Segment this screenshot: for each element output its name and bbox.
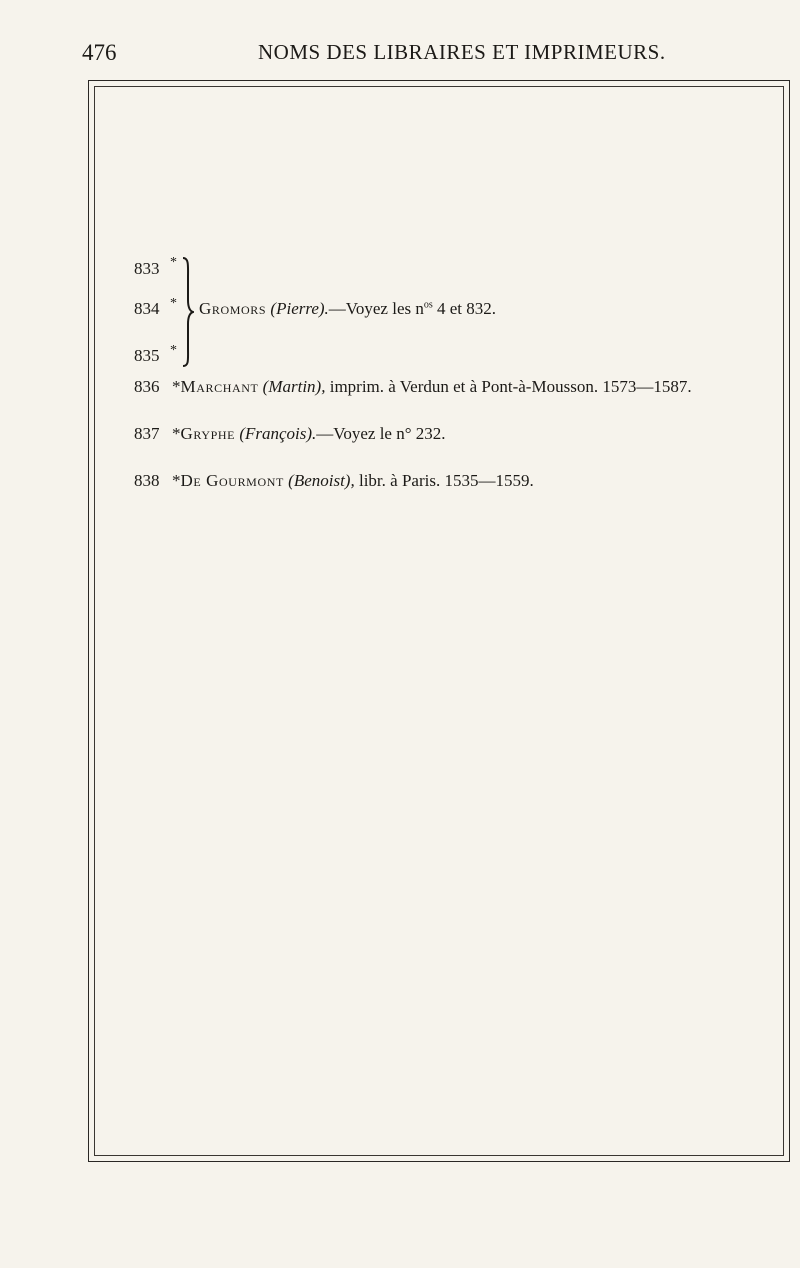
asterisk-mark: *	[172, 377, 181, 396]
entry-row	[134, 471, 534, 491]
entry-number-835: 835	[134, 346, 160, 365]
printer-first-name: (Benoist),	[288, 471, 355, 490]
entry-description: libr. à Paris. 1535—1559.	[354, 471, 534, 490]
entry-description: 4 et 832.	[432, 299, 497, 318]
asterisk-mark: *	[170, 255, 177, 270]
printer-first-name: (Martin),	[262, 377, 326, 396]
printer-name: De Gourmont	[180, 471, 284, 490]
asterisk-mark: *	[170, 296, 177, 311]
printer-name: Marchant	[180, 377, 259, 396]
entry-description: —Voyez les n	[328, 299, 424, 318]
page-number: 476	[82, 40, 117, 65]
superscript: os	[423, 299, 433, 311]
printer-first-name: (Pierre).	[270, 299, 329, 318]
asterisk-mark: *	[172, 471, 181, 490]
entry-number-833: 833	[134, 259, 160, 278]
entry-number: 836	[134, 377, 160, 396]
entry-number: 837	[134, 424, 160, 443]
entry-number-834: 834	[134, 299, 160, 318]
running-title: NOMS DES LIBRAIRES ET IMPRIMEURS.	[258, 40, 666, 64]
printer-name: Gromors	[199, 299, 267, 318]
printer-first-name: (François).	[239, 424, 317, 443]
entry-row	[134, 424, 446, 444]
grouped-entry-text	[199, 299, 496, 319]
curly-brace-icon	[180, 256, 194, 368]
entry-description: —Voyez le n° 232.	[316, 424, 446, 443]
printer-name: Gryphe	[180, 424, 236, 443]
entry-number: 838	[134, 471, 160, 490]
asterisk-mark: *	[172, 424, 181, 443]
asterisk-mark: *	[170, 343, 177, 358]
entry-row	[134, 377, 692, 397]
entry-description: imprim. à Verdun et à Pont-à-Mousson. 1573—1587.	[325, 377, 692, 396]
